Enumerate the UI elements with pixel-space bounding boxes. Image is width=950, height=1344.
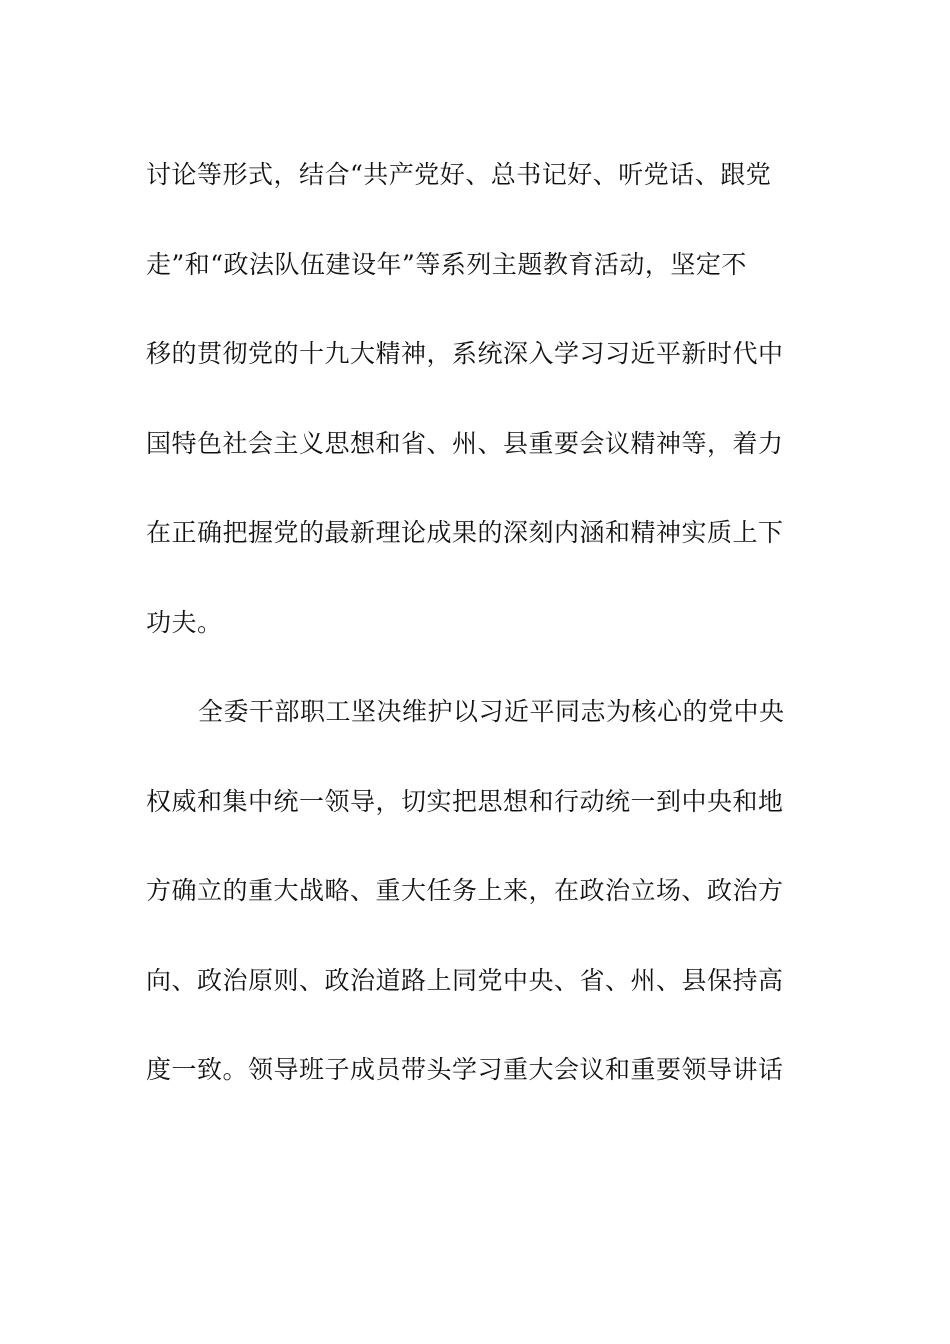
text-line: 权威和集中统一领导，切实把思想和行动统一到中央和地 <box>146 786 784 816</box>
text-line: 国特色社会主义思想和省、州、县重要会议精神等，着力 <box>146 428 784 458</box>
text-line: 功夫。 <box>146 607 223 637</box>
paragraph-start-line: 全委干部职工坚决维护以习近平同志为核心的党中央 <box>198 697 785 726</box>
text-line: 度一致。领导班子成员带头学习重大会议和重要领导讲话 <box>146 1055 784 1084</box>
text-line: 走”和“政法队伍建设年”等系列主题教育活动，坚定不 <box>146 249 747 279</box>
text-line: 在正确把握党的最新理论成果的深刻内涵和精神实质上下 <box>146 518 784 547</box>
text-line: 向、政治原则、政治道路上同党中央、省、州、县保持高 <box>146 965 784 995</box>
text-line: 移的贯彻党的十九大精神，系统深入学习习近平新时代中 <box>146 339 784 368</box>
document-body <box>146 130 786 1115</box>
text-line: 讨论等形式，结合“共产党好、总书记好、听党话、跟党 <box>146 160 772 189</box>
text-line: 方确立的重大战略、重大任务上来，在政治立场、政治方 <box>146 876 784 905</box>
